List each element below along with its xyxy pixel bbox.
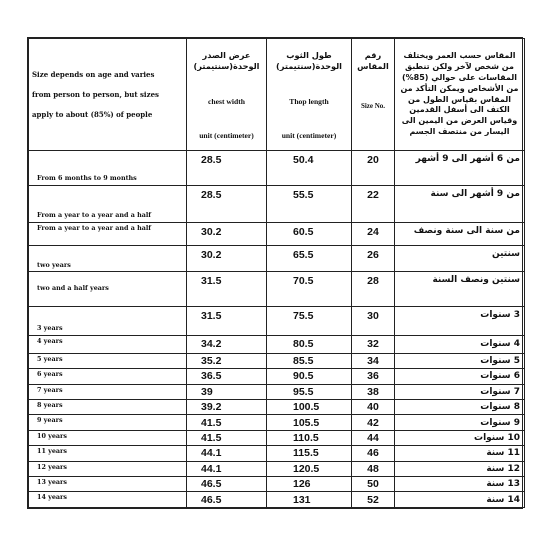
chest-width-cell — [187, 151, 267, 186]
thop-length-cell — [267, 223, 352, 246]
thop-length-cell — [267, 446, 352, 461]
age-ar-cell — [395, 477, 525, 492]
table-row — [29, 245, 525, 272]
age-ar-cell — [395, 415, 525, 430]
table-row — [29, 353, 525, 368]
age-ar-cell — [395, 461, 525, 476]
arabic-note: المقاس حسب العمر ويختلف من شخص لآخر ولكن تنطبق المقاسات على حوالي (85%) من الأشخاص ويمكن التأكد من المقاس بقياس الطول من الكتف الى أسفل القدمين وقياس العرض من اليمين الى اليسار من منتصف الجسم — [400, 51, 519, 136]
size-no-header-ar: رقم المقاس — [357, 49, 389, 71]
age-en-cell — [29, 353, 187, 368]
chest-width-cell — [187, 477, 267, 492]
age-english: 3 years — [37, 324, 63, 333]
age-english: 8 years — [37, 400, 63, 409]
thop-length-value: 85.5 — [293, 354, 314, 367]
english-note-cell — [29, 39, 187, 151]
thop-length-value: 115.5 — [293, 447, 319, 460]
thop-length-cell — [267, 272, 352, 307]
thop-length-cell — [267, 307, 352, 336]
english-note-line-3: apply to about (85%) of people — [32, 110, 153, 120]
table-row — [29, 272, 525, 307]
chest-width-cell — [187, 446, 267, 461]
age-en-cell — [29, 369, 187, 384]
age-arabic: سنتين ونصف السنة — [432, 275, 520, 286]
age-ar-cell — [395, 223, 525, 246]
chest-width-value: 39.2 — [201, 401, 222, 414]
age-ar-cell — [395, 272, 525, 307]
age-en-cell — [29, 446, 187, 461]
size-no-value: 44 — [367, 432, 379, 444]
chest-width-value: 28.5 — [201, 154, 222, 167]
age-arabic: 8 سنوات — [480, 402, 520, 413]
size-no-value: 30 — [367, 310, 379, 323]
thop-length-cell — [267, 151, 352, 186]
size-no-cell — [352, 492, 395, 508]
age-en-cell — [29, 223, 187, 246]
thop-length-header-unit: unit (centimeter) — [281, 130, 337, 140]
chest-width-cell — [187, 399, 267, 414]
age-ar-cell — [395, 186, 525, 223]
chest-width-header-ar: عرض الصدر الوحدة(سنتيمتر) — [193, 49, 260, 71]
size-no-cell — [352, 477, 395, 492]
table-row — [29, 461, 525, 476]
chest-width-cell — [187, 384, 267, 399]
size-no-value: 24 — [367, 226, 379, 239]
age-en-cell — [29, 307, 187, 336]
thop-length-value: 70.5 — [293, 275, 314, 288]
age-ar-cell — [395, 384, 525, 399]
size-no-cell — [352, 369, 395, 384]
age-english: 11 years — [37, 447, 68, 456]
age-arabic: 14 سنة — [486, 494, 520, 505]
thop-length-value: 60.5 — [293, 226, 314, 239]
age-english: 9 years — [37, 416, 63, 425]
age-arabic: 13 سنة — [486, 479, 520, 490]
table-row — [29, 151, 525, 186]
table-row — [29, 446, 525, 461]
chest-width-value: 31.5 — [201, 310, 222, 323]
thop-length-cell — [267, 492, 352, 508]
size-no-value: 48 — [367, 462, 379, 475]
size-no-header — [352, 39, 395, 151]
age-arabic: سنتين — [492, 248, 520, 259]
age-arabic: 9 سنوات — [480, 417, 520, 428]
table-row — [29, 186, 525, 223]
chest-width-value: 39 — [201, 385, 213, 398]
size-no-header-en: Size No. — [360, 101, 386, 110]
chest-width-value: 30.2 — [201, 248, 222, 261]
size-no-cell — [352, 245, 395, 272]
chest-width-value: 44.1 — [201, 447, 222, 460]
size-table — [28, 38, 525, 508]
table-row — [29, 369, 525, 384]
thop-length-value: 80.5 — [293, 338, 314, 351]
size-no-value: 46 — [367, 447, 379, 460]
age-english: two years — [37, 260, 71, 269]
size-no-cell — [352, 461, 395, 476]
size-no-cell — [352, 446, 395, 461]
age-english: From 6 months to 9 months — [37, 174, 137, 183]
size-chart-table — [27, 37, 523, 509]
age-arabic: 12 سنة — [486, 463, 520, 474]
thop-length-cell — [267, 369, 352, 384]
age-arabic: من 9 أشهر الى سنة — [430, 189, 520, 200]
chest-width-header-en: chest width — [208, 96, 245, 106]
chest-width-cell — [187, 430, 267, 445]
chest-width-value: 44.1 — [201, 462, 222, 475]
arabic-note-cell — [395, 39, 525, 151]
table-row — [29, 430, 525, 445]
english-note-line-2: from person to person, but sizes — [32, 89, 159, 99]
size-no-cell — [352, 186, 395, 223]
age-english: From a year to a year and a half — [37, 224, 152, 233]
table-row — [29, 384, 525, 399]
age-ar-cell — [395, 399, 525, 414]
chest-width-cell — [187, 369, 267, 384]
thop-length-value: 110.5 — [293, 432, 319, 444]
size-no-cell — [352, 384, 395, 399]
size-no-value: 36 — [367, 370, 379, 383]
chest-width-value: 41.5 — [201, 432, 222, 444]
age-en-cell — [29, 245, 187, 272]
age-english: 5 years — [37, 354, 63, 363]
size-no-value: 34 — [367, 354, 379, 367]
thop-length-cell — [267, 477, 352, 492]
age-ar-cell — [395, 369, 525, 384]
thop-length-value: 100.5 — [293, 401, 320, 414]
thop-length-cell — [267, 399, 352, 414]
size-no-value: 38 — [367, 385, 379, 398]
age-arabic: 5 سنوات — [480, 355, 520, 366]
age-ar-cell — [395, 492, 525, 508]
thop-length-header-ar: طول الثوب الوحدة(سنتيمتر) — [276, 49, 342, 71]
chest-width-value: 46.5 — [201, 478, 222, 491]
chest-width-value: 30.2 — [201, 226, 222, 239]
age-english: 6 years — [37, 370, 63, 379]
thop-length-value: 55.5 — [293, 189, 314, 202]
age-en-cell — [29, 430, 187, 445]
table-row — [29, 477, 525, 492]
thop-length-cell — [267, 461, 352, 476]
size-no-value: 32 — [367, 338, 379, 351]
age-ar-cell — [395, 336, 525, 353]
chest-width-cell — [187, 307, 267, 336]
age-ar-cell — [395, 151, 525, 186]
age-arabic: 6 سنوات — [480, 371, 520, 382]
age-english: 10 years — [37, 431, 68, 440]
chest-width-header-unit: unit (centimeter) — [199, 130, 254, 140]
age-en-cell — [29, 492, 187, 508]
thop-length-cell — [267, 186, 352, 223]
age-en-cell — [29, 272, 187, 307]
thop-length-cell — [267, 245, 352, 272]
table-row — [29, 307, 525, 336]
age-en-cell — [29, 415, 187, 430]
size-no-cell — [352, 353, 395, 368]
age-ar-cell — [395, 446, 525, 461]
chest-width-cell — [187, 223, 267, 246]
thop-length-header — [267, 39, 352, 151]
thop-length-cell — [267, 430, 352, 445]
table-row — [29, 415, 525, 430]
age-ar-cell — [395, 245, 525, 272]
thop-length-value: 105.5 — [293, 416, 320, 429]
age-english: From a year to a year and a half — [37, 211, 152, 220]
chest-width-value: 31.5 — [201, 275, 222, 288]
table-row — [29, 223, 525, 246]
chest-width-cell — [187, 245, 267, 272]
thop-length-cell — [267, 415, 352, 430]
thop-length-value: 95.5 — [293, 385, 314, 398]
age-arabic: 10 سنوات — [474, 433, 520, 443]
size-no-value: 20 — [367, 154, 379, 167]
chest-width-header — [187, 39, 267, 151]
table-row — [29, 336, 525, 353]
size-no-value: 22 — [367, 189, 379, 202]
age-arabic: من سنة الى سنة ونصف — [413, 226, 520, 237]
age-english: two and a half years — [37, 283, 109, 292]
thop-length-value: 126 — [293, 478, 311, 491]
size-no-value: 50 — [367, 478, 379, 491]
chest-width-value: 46.5 — [201, 493, 222, 506]
chest-width-cell — [187, 461, 267, 476]
chest-width-cell — [187, 492, 267, 508]
chest-width-value: 28.5 — [201, 189, 222, 202]
age-english: 12 years — [37, 462, 68, 471]
age-arabic: 7 سنوات — [480, 386, 520, 397]
age-english: 4 years — [37, 337, 63, 346]
age-english: 14 years — [37, 493, 68, 502]
chest-width-cell — [187, 272, 267, 307]
thop-length-value: 65.5 — [293, 248, 314, 261]
thop-length-value: 50.4 — [293, 154, 314, 167]
thop-length-cell — [267, 353, 352, 368]
age-ar-cell — [395, 353, 525, 368]
chest-width-value: 36.5 — [201, 370, 222, 383]
size-no-cell — [352, 272, 395, 307]
size-no-cell — [352, 307, 395, 336]
age-en-cell — [29, 399, 187, 414]
size-no-value: 28 — [367, 275, 379, 288]
age-arabic: 3 سنوات — [480, 310, 520, 321]
chest-width-cell — [187, 415, 267, 430]
size-no-cell — [352, 399, 395, 414]
thop-length-value: 120.5 — [293, 462, 320, 475]
age-english: 7 years — [37, 385, 63, 394]
age-arabic: 4 سنوات — [480, 339, 520, 350]
thop-length-cell — [267, 384, 352, 399]
age-en-cell — [29, 151, 187, 186]
header-row — [29, 39, 525, 151]
chest-width-cell — [187, 336, 267, 353]
size-no-cell — [352, 151, 395, 186]
size-no-cell — [352, 223, 395, 246]
thop-length-value: 131 — [293, 493, 311, 506]
chest-width-value: 35.2 — [201, 354, 222, 367]
english-note-line-1: Size depends on age and varies — [32, 69, 155, 79]
chest-width-cell — [187, 353, 267, 368]
age-ar-cell — [395, 307, 525, 336]
age-en-cell — [29, 186, 187, 223]
age-en-cell — [29, 384, 187, 399]
thop-length-cell — [267, 336, 352, 353]
chest-width-value: 41.5 — [201, 416, 222, 429]
size-no-value: 42 — [367, 416, 379, 429]
table-row — [29, 492, 525, 508]
age-en-cell — [29, 336, 187, 353]
age-english: 13 years — [37, 478, 68, 487]
age-en-cell — [29, 461, 187, 476]
size-no-cell — [352, 336, 395, 353]
size-no-value: 40 — [367, 401, 379, 414]
chest-width-cell — [187, 186, 267, 223]
size-no-cell — [352, 430, 395, 445]
thop-length-value: 90.5 — [293, 370, 314, 383]
age-ar-cell — [395, 430, 525, 445]
size-no-value: 26 — [367, 248, 379, 261]
thop-length-value: 75.5 — [293, 310, 314, 323]
table-row — [29, 399, 525, 414]
size-no-cell — [352, 415, 395, 430]
size-no-value: 52 — [367, 493, 379, 506]
chest-width-value: 34.2 — [201, 338, 222, 351]
age-arabic: من 6 أشهر الى 9 أشهر — [415, 154, 520, 165]
age-arabic: 11 سنة — [486, 448, 520, 459]
thop-length-header-en: Thop length — [289, 96, 329, 106]
age-en-cell — [29, 477, 187, 492]
